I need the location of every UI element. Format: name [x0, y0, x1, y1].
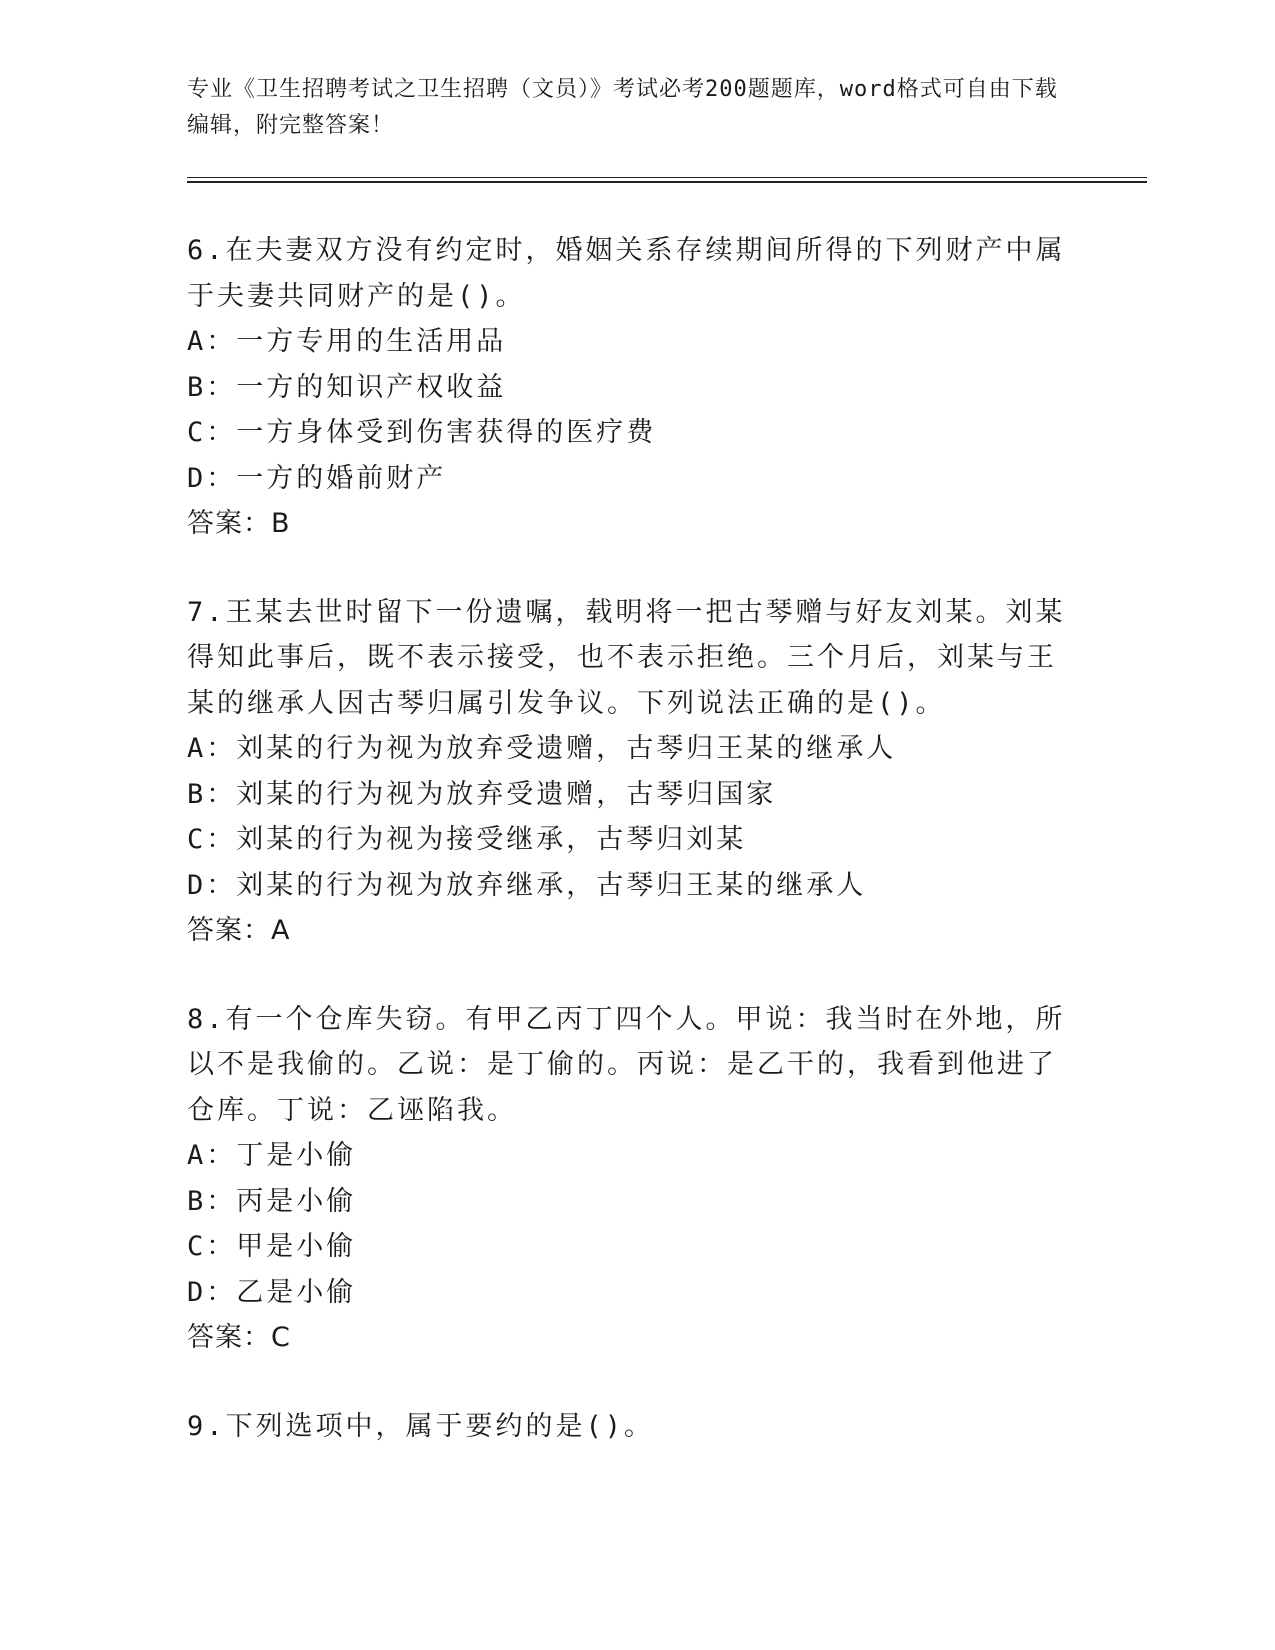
option-c: C：甲是小偷 — [187, 1231, 357, 1262]
option-d: D：一方的婚前财产 — [187, 462, 447, 494]
option-a: A：丁是小偷 — [187, 1140, 357, 1171]
option-b: B：一方的知识产权收益 — [187, 371, 507, 403]
question-stem: 9.下列选项中，属于要约的是()。 — [187, 1410, 655, 1442]
question-stem: 6.在夫妻双方没有约定时，婚姻关系存续期间所得的下列财产中属于夫妻共同财产的是()。 — [187, 235, 1066, 312]
option-d: D：刘某的行为视为放弃继承，古琴归王某的继承人 — [187, 869, 867, 901]
question-stem: 8.有一个仓库失窃。有甲乙丙丁四个人。甲说：我当时在外地，所以不是我偷的。乙说：是丁偷的。丙说：是乙干的，我看到他进了仓库。丁说：乙诬陷我。 — [187, 1003, 1066, 1126]
question-list — [187, 228, 1067, 1492]
option-d: D：乙是小偷 — [187, 1276, 357, 1308]
option-c: C：刘某的行为视为接受继承，古琴归刘某 — [187, 824, 747, 855]
question-9 — [187, 1404, 1067, 1450]
question-6 — [187, 228, 1067, 547]
option-c: C：一方身体受到伤害获得的医疗费 — [187, 417, 657, 448]
option-b: B：丙是小偷 — [187, 1185, 357, 1217]
answer: 答案：C — [187, 1322, 291, 1353]
answer: 答案：A — [187, 915, 291, 946]
document-header: 专业《卫生招聘考试之卫生招聘（文员）》考试必考200题题库，word格式可自由下载编辑，附完整答案！ — [187, 77, 1058, 138]
question-8 — [187, 997, 1067, 1361]
option-a: A：一方专用的生活用品 — [187, 326, 507, 357]
answer: 答案：B — [187, 508, 291, 539]
option-a: A：刘某的行为视为放弃受遗赠，古琴归王某的继承人 — [187, 733, 897, 764]
question-7 — [187, 590, 1067, 954]
header-divider — [187, 177, 1147, 183]
option-b: B：刘某的行为视为放弃受遗赠，古琴归国家 — [187, 778, 777, 810]
question-stem: 7.王某去世时留下一份遗嘱，载明将一把古琴赠与好友刘某。刘某得知此事后，既不表示接受，也不表示拒绝。三个月后，刘某与王某的继承人因古琴归属引发争议。下列说法正确的是()。 — [187, 596, 1066, 719]
